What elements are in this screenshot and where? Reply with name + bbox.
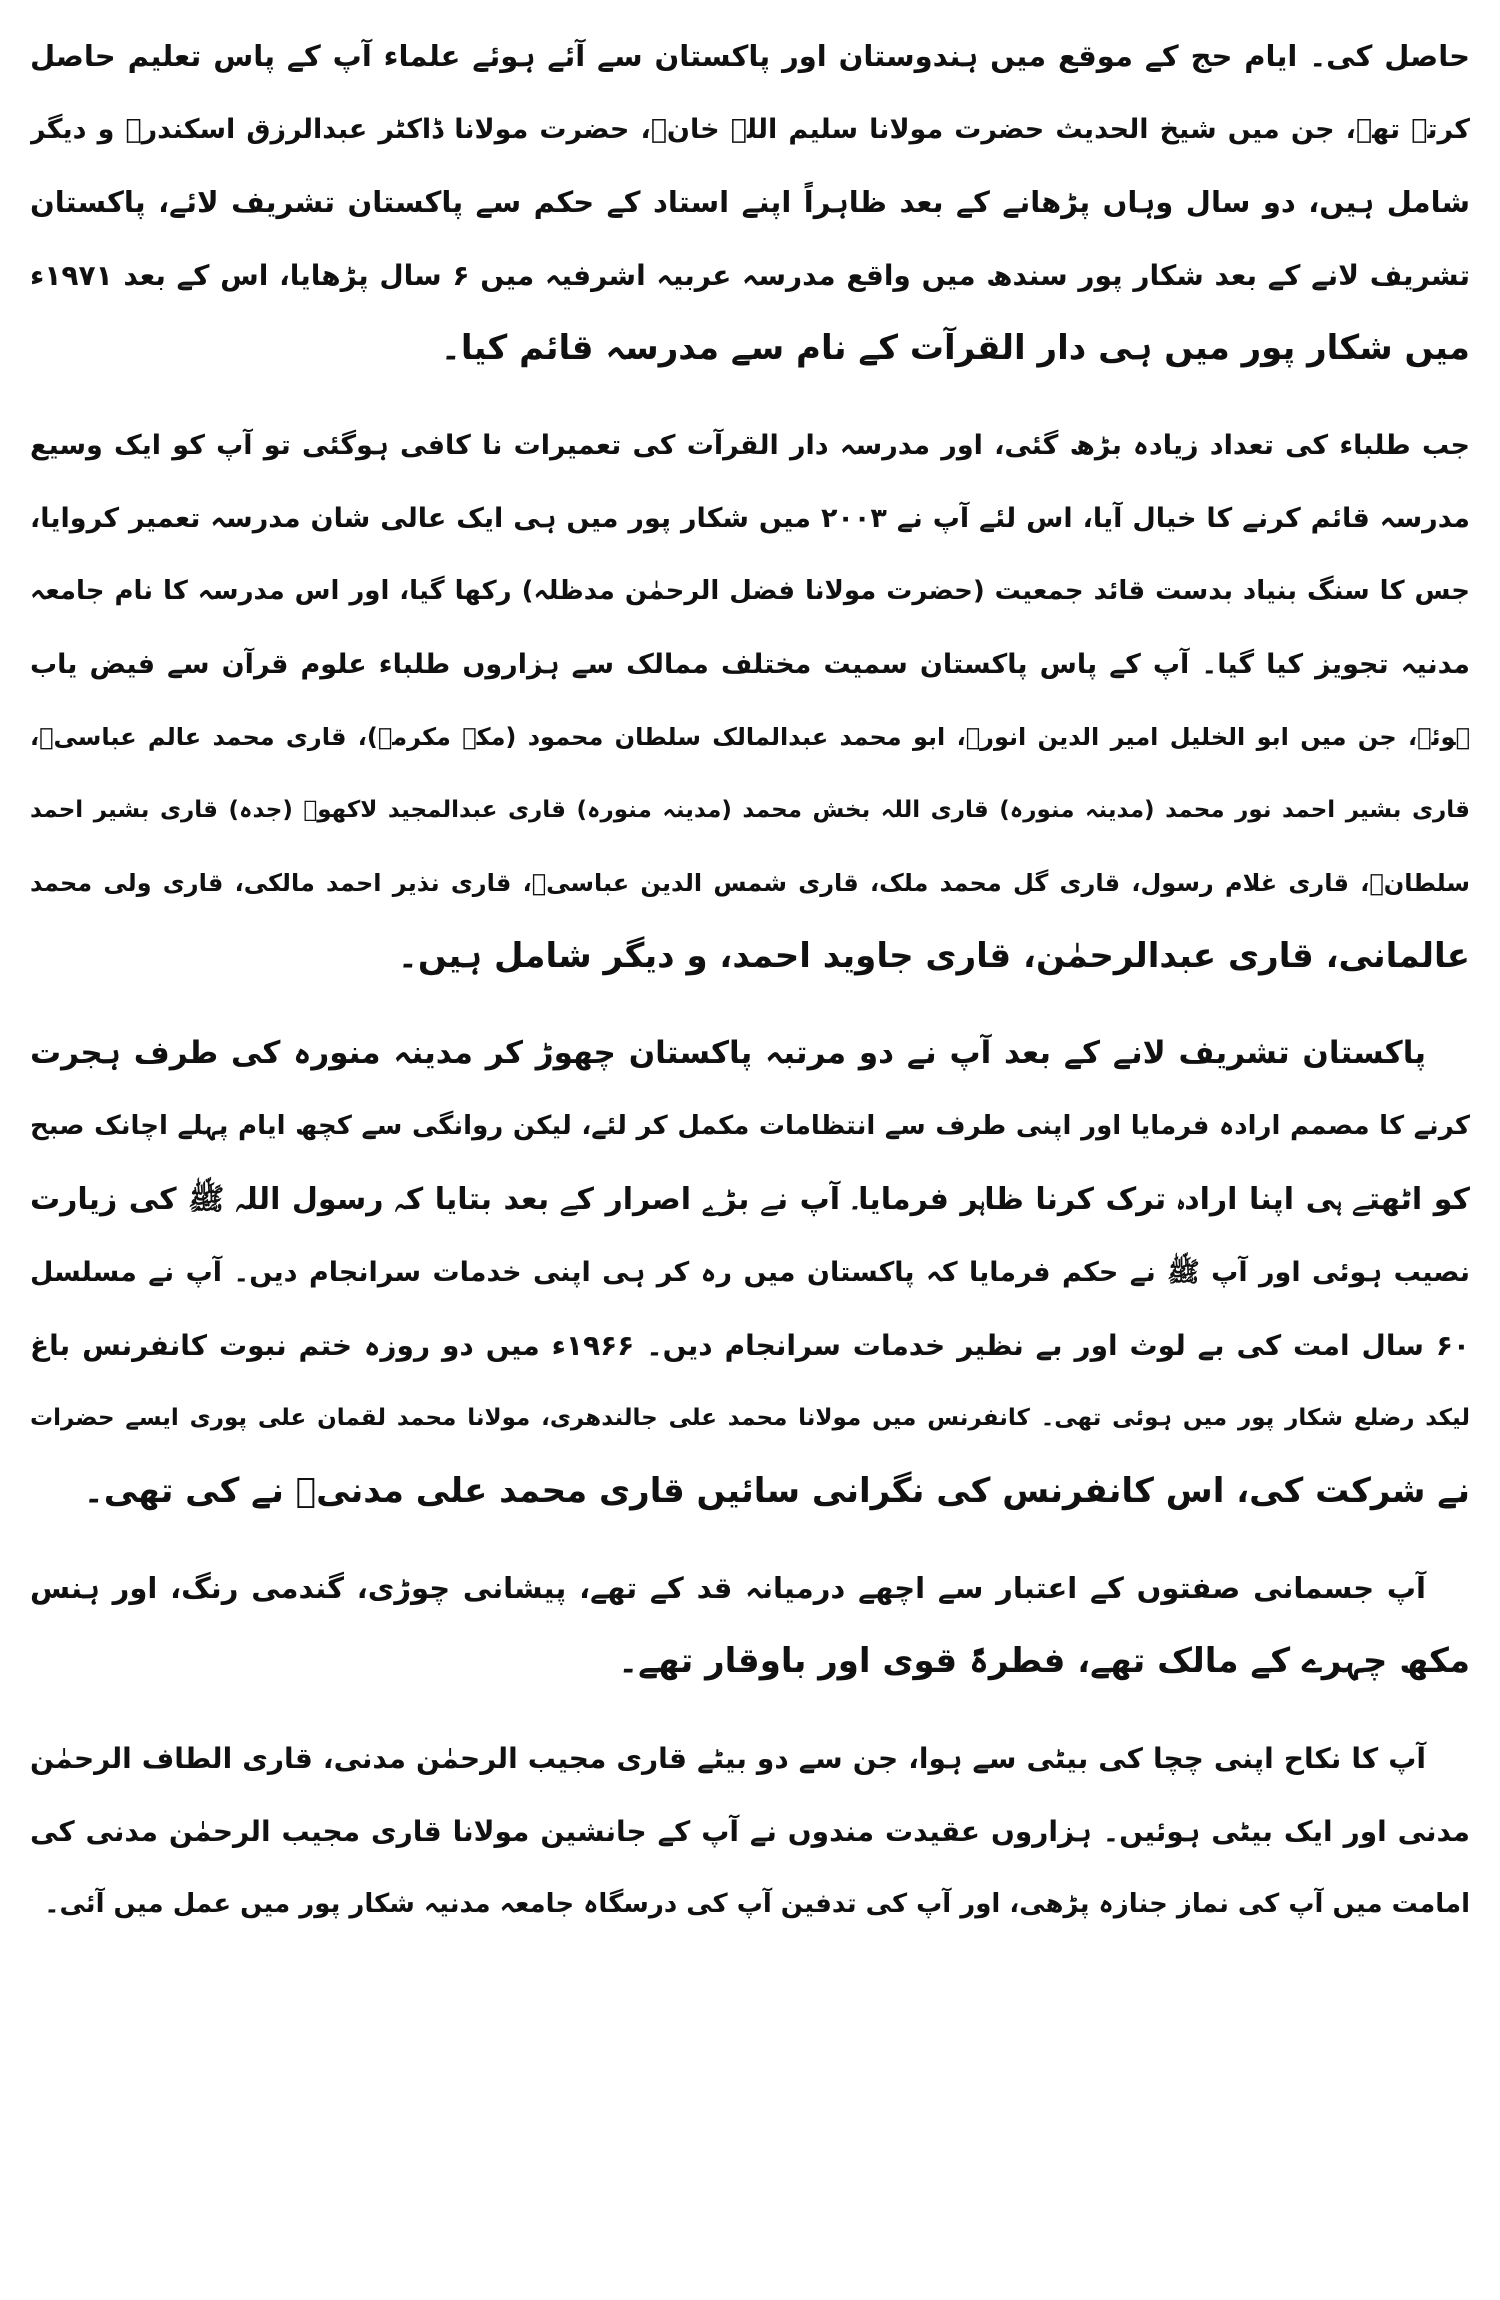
text-line: جس کا سنگ بنیاد بدست قائد جمعیت (حضرت مولانا فضل الرحمٰن مدظلہ) رکھا گیا، اور اس مدرسہ کا نام جامعہ bbox=[30, 576, 1470, 606]
text-line: نصیب ہوئی اور آپ ﷺ نے حکم فرمایا کہ پاکستان میں رہ کر ہی اپنی خدمات سرانجام دیں۔ آپ نے مسلسل bbox=[30, 1257, 1470, 1288]
text-line: امامت میں آپ کی نماز جنازہ پڑھی، اور آپ کی تدفین آپ کی درسگاہ جامعہ مدنیہ شکار پور میں عمل میں آئی۔ bbox=[44, 1889, 1470, 1919]
text-line: نے شرکت کی، اس کانفرنس کی نگرانی سائیں قاری محمد علی مدنیؒ نے کی تھی۔ bbox=[83, 1471, 1470, 1511]
text-line: مدنیہ تجویز کیا گیا۔ آپ کے پاس پاکستان سمیت مختلف ممالک سے ہزاروں طلباء علوم قرآن سے فیض یاب bbox=[30, 649, 1470, 680]
paragraph bbox=[30, 1722, 1470, 1941]
text-line: شامل ہیں، دو سال وہاں پڑھانے کے بعد ظاہراً اپنے استاد کے حکم سے پاکستان تشریف لائے، پاکستان bbox=[30, 185, 1470, 219]
paragraph bbox=[30, 20, 1470, 385]
text-line: ہوئے، جن میں ابو الخلیل امیر الدین انورؒ، ابو محمد عبدالمالک سلطان محمود (مکہ مکرمہ)، قاری محمد عالم عباسیؒ، bbox=[30, 723, 1470, 751]
text-line: کرتے تھے، جن میں شیخ الحدیث حضرت مولانا سلیم اللہ خانؒ، حضرت مولانا ڈاکٹر عبدالرزق اسکندرؒ و دیگر bbox=[30, 114, 1470, 145]
text-line: پاکستان تشریف لانے کے بعد آپ نے دو مرتبہ پاکستان چھوڑ کر مدینہ منورہ کی طرف ہجرت bbox=[30, 1035, 1426, 1071]
paragraph bbox=[30, 409, 1470, 993]
paragraph bbox=[30, 1552, 1470, 1698]
text-line: عالمانی، قاری عبدالرحمٰن، قاری جاوید احمد، و دیگر شامل ہیں۔ bbox=[397, 936, 1470, 976]
document-page bbox=[30, 20, 1470, 2280]
text-line: کرنے کا مصمم ارادہ فرمایا اور اپنی طرف سے انتظامات مکمل کر لئے، لیکن روانگی سے کچھ ایام پہلے اچانک صبح bbox=[30, 1111, 1470, 1141]
text-line: ۶۰ سال امت کی بے لوث اور بے نظیر خدمات سرانجام دیں۔ ۱۹۶۶ء میں دو روزہ ختم نبوت کانفرنس باغ bbox=[30, 1329, 1470, 1362]
text-line: حاصل کی۔ ایام حج کے موقع میں ہندوستان اور پاکستان سے آئے ہوئے علماء آپ کے پاس تعلیم حاصل bbox=[30, 39, 1470, 73]
text-line: جب طلباء کی تعداد زیادہ بڑھ گئی، اور مدرسہ دار القرآت کی تعمیرات نا کافی ہوگئی تو آپ کو ایک وسیع bbox=[30, 430, 1470, 461]
text-line: مدرسہ قائم کرنے کا خیال آیا، اس لئے آپ نے ۲۰۰۳ میں شکار پور میں ہی ایک عالی شان مدرسہ تعمیر کروایا، bbox=[30, 503, 1470, 534]
text-line: سلطانؒ، قاری غلام رسول، قاری گل محمد ملک، قاری شمس الدین عباسیؒ، قاری نذیر احمد مالکی، قاری ولی محمد bbox=[30, 869, 1470, 897]
text-line: تشریف لانے کے بعد شکار پور سندھ میں واقع مدرسہ عربیہ اشرفیہ میں ۶ سال پڑھایا، اس کے بعد ۱۹۷۱ء bbox=[30, 259, 1470, 292]
text-line: آپ کا نکاح اپنی چچا کی بیٹی سے ہوا، جن سے دو بیٹے قاری مجیب الرحمٰن مدنی، قاری الطاف الرحمٰن bbox=[30, 1742, 1426, 1775]
text-line: لیکد رضلع شکار پور میں ہوئی تھی۔ کانفرنس میں مولانا محمد علی جالندھری، مولانا محمد لقمان علی پوری ایسے حضرات bbox=[30, 1405, 1470, 1431]
text-line: آپ جسمانی صفتوں کے اعتبار سے اچھے درمیانہ قد کے تھے، پیشانی چوڑی، گندمی رنگ، اور ہنس bbox=[30, 1571, 1426, 1605]
text-line: میں شکار پور میں ہی دار القرآت کے نام سے مدرسہ قائم کیا۔ bbox=[440, 328, 1470, 368]
text-line: قاری بشیر احمد نور محمد (مدینہ منورہ) قاری اللہ بخش محمد (مدینہ منورہ) قاری عبدالمجید لاکھوؒ (جدہ) قاری بشیر احمد bbox=[30, 797, 1470, 823]
text-line: مکھ چہرے کے مالک تھے، فطرۃً قوی اور باوقار تھے۔ bbox=[618, 1641, 1470, 1681]
text-line: مدنی اور ایک بیٹی ہوئیں۔ ہزاروں عقیدت مندوں نے آپ کے جانشین مولانا قاری مجیب الرحمٰن مدنی کی bbox=[30, 1815, 1470, 1848]
text-line: کو اٹھتے ہی اپنا ارادہ ترک کرنا ظاہر فرمایا۔ آپ نے بڑے اصرار کے بعد بتایا کہ رسول اللہ ﷺ کی زیارت bbox=[30, 1182, 1470, 1217]
paragraph bbox=[30, 1017, 1470, 1528]
